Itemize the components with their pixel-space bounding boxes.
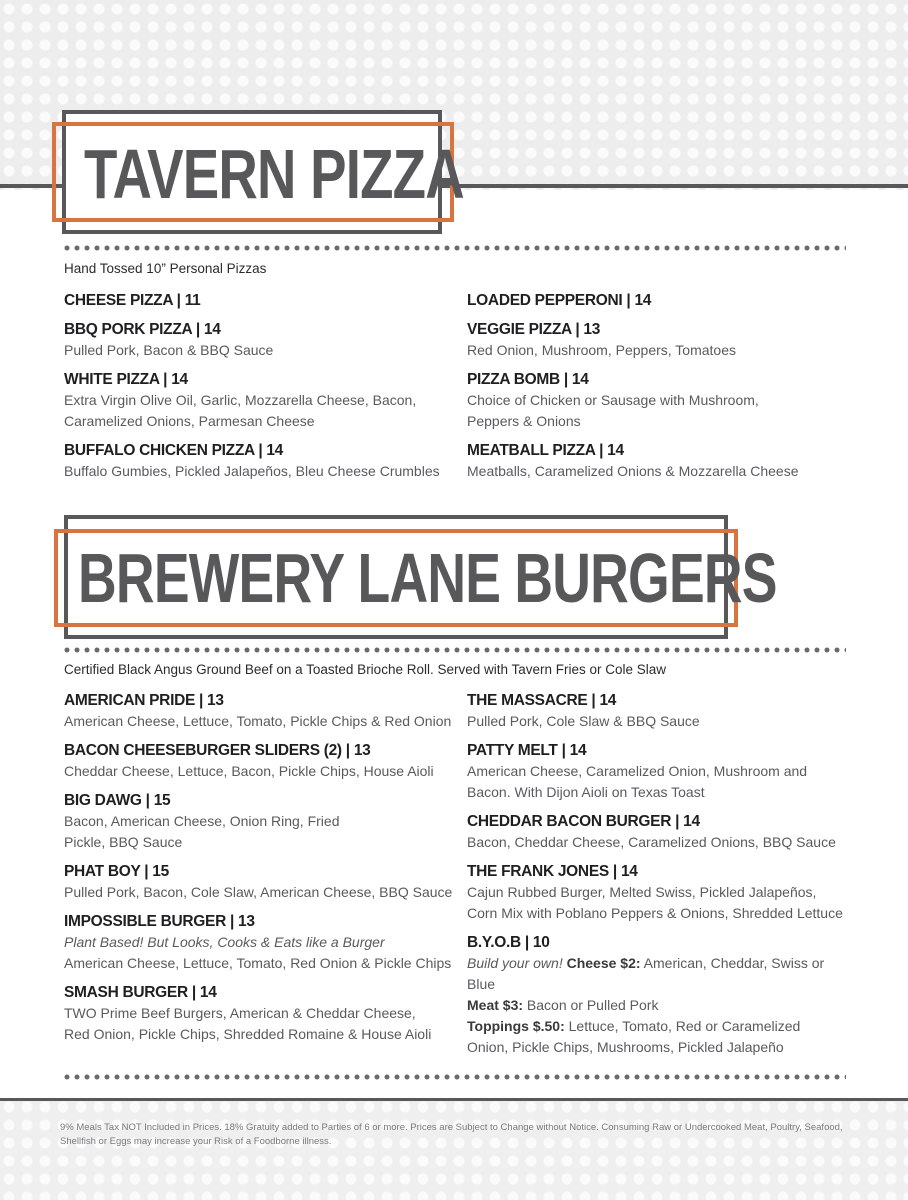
- pizza-section-title: TAVERN PIZZA: [84, 135, 464, 213]
- byob-meat-line: [467, 995, 847, 1016]
- item-description: Cheddar Cheese, Lettuce, Bacon, Pickle Chips, House Aioli: [64, 763, 434, 779]
- menu-item: [467, 862, 847, 924]
- bottom-dotted-separator: [62, 1074, 846, 1080]
- byob-cheese-line: [467, 953, 847, 995]
- menu-item: [467, 370, 847, 432]
- item-description: Buffalo Gumbies, Pickled Jalapeños, Bleu Cheese Crumbles: [64, 463, 440, 479]
- menu-item: [467, 320, 847, 361]
- item-description: Cajun Rubbed Burger, Melted Swiss, Pickled Jalapeños, Corn Mix with Poblano Peppers & Onions, Shredded Lettuce: [467, 884, 843, 921]
- item-description: Meatballs, Caramelized Onions & Mozzarella Cheese: [467, 463, 799, 479]
- menu-item: [64, 691, 454, 732]
- item-name: AMERICAN PRIDE | 13: [64, 692, 224, 709]
- item-description: Choice of Chicken or Sausage with Mushroom, Peppers & Onions: [467, 392, 759, 429]
- item-description: Pulled Pork, Bacon, Cole Slaw, American Cheese, BBQ Sauce: [64, 884, 453, 900]
- item-name: CHEESE PIZZA | 11: [64, 292, 201, 309]
- menu-item: [467, 291, 847, 311]
- bottom-divider-bar: [0, 1098, 908, 1101]
- byob-meat-label: Meat $3:: [467, 997, 524, 1013]
- menu-item-byob: [467, 933, 847, 1058]
- pizza-dotted-separator: [62, 245, 846, 251]
- item-description: Bacon, American Cheese, Onion Ring, Fried Pickle, BBQ Sauce: [64, 813, 340, 850]
- item-name: THE MASSACRE | 14: [467, 692, 617, 709]
- pizza-right-column: [467, 291, 847, 491]
- item-description: Red Onion, Mushroom, Peppers, Tomatoes: [467, 342, 736, 358]
- item-name: BBQ PORK PIZZA | 14: [64, 321, 221, 338]
- item-name: PHAT BOY | 15: [64, 863, 169, 880]
- pizza-left-column: [64, 291, 454, 491]
- item-name: VEGGIE PIZZA | 13: [467, 321, 601, 338]
- item-description: Pulled Pork, Bacon & BBQ Sauce: [64, 342, 274, 358]
- burger-left-column: [64, 691, 454, 1054]
- item-name: BACON CHEESEBURGER SLIDERS (2) | 13: [64, 742, 371, 759]
- item-description: Pulled Pork, Cole Slaw & BBQ Sauce: [467, 713, 700, 729]
- menu-item: [64, 320, 454, 361]
- menu-item: [64, 441, 454, 482]
- item-description: American Cheese, Lettuce, Tomato, Pickle Chips & Red Onion: [64, 713, 452, 729]
- byob-tagline: Build your own!: [467, 955, 563, 971]
- item-name: BUFFALO CHICKEN PIZZA | 14: [64, 442, 284, 459]
- byob-toppings-options: Lettuce, Tomato, Red or Caramelized Onion, Pickle Chips, Mushrooms, Pickled Jalapeño: [467, 1018, 801, 1055]
- footer-disclaimer: 9% Meals Tax NOT Included in Prices. 18% Gratuity added to Parties of 6 or more. Prices are Subject to Change without Notice. Consuming Raw or Undercooked Meat, Poultry, Seafood, Shellfish or Eggs may increase your Risk of a Foodborne illness.: [60, 1122, 843, 1147]
- item-description: Extra Virgin Olive Oil, Garlic, Mozzarella Cheese, Bacon, Caramelized Onions, Parmesan Cheese: [64, 392, 417, 429]
- item-name: WHITE PIZZA | 14: [64, 371, 188, 388]
- item-name: MEATBALL PIZZA | 14: [467, 442, 624, 459]
- item-name: IMPOSSIBLE BURGER | 13: [64, 913, 255, 930]
- menu-item: [64, 791, 454, 853]
- menu-item: [467, 741, 847, 803]
- item-name: PATTY MELT | 14: [467, 742, 587, 759]
- item-description: Bacon, Cheddar Cheese, Caramelized Onions, BBQ Sauce: [467, 834, 836, 850]
- menu-item: [64, 983, 454, 1045]
- bottom-dot-pattern: [0, 1098, 908, 1200]
- item-name: SMASH BURGER | 14: [64, 984, 217, 1001]
- burger-section-title: BREWERY LANE BURGERS: [78, 539, 777, 617]
- menu-item: [467, 691, 847, 732]
- burger-dotted-separator: [62, 647, 846, 653]
- byob-cheese-label: Cheese $2:: [566, 955, 641, 971]
- item-name: THE FRANK JONES | 14: [467, 863, 638, 880]
- menu-item: [467, 812, 847, 853]
- menu-item: [64, 862, 454, 903]
- byob-meat-options: Bacon or Pulled Pork: [526, 997, 659, 1013]
- item-name: B.Y.O.B | 10: [467, 934, 550, 951]
- menu-item: [467, 441, 847, 482]
- item-name: CHEDDAR BACON BURGER | 14: [467, 813, 700, 830]
- byob-cheese-options: American, Cheddar, Swiss or Blue: [467, 955, 825, 992]
- menu-item: [64, 741, 454, 782]
- item-description: American Cheese, Lettuce, Tomato, Red Onion & Pickle Chips: [64, 955, 452, 971]
- item-description-italic: [64, 932, 454, 953]
- byob-toppings-label: Toppings $.50:: [467, 1018, 565, 1034]
- item-tagline: Plant Based! But Looks, Cooks & Eats like a Burger: [64, 934, 385, 950]
- menu-item: [64, 370, 454, 432]
- pizza-intro: Hand Tossed 10” Personal Pizzas: [64, 261, 267, 276]
- item-name: BIG DAWG | 15: [64, 792, 171, 809]
- burger-intro: Certified Black Angus Ground Beef on a Toasted Brioche Roll. Served with Tavern Fries or Cole Slaw: [64, 662, 667, 677]
- item-description: American Cheese, Caramelized Onion, Mushroom and Bacon. With Dijon Aioli on Texas Toast: [467, 763, 808, 800]
- byob-toppings-line: [467, 1016, 845, 1058]
- burger-right-column: [467, 691, 847, 1067]
- item-name: LOADED PEPPERONI | 14: [467, 292, 652, 309]
- item-name: PIZZA BOMB | 14: [467, 371, 589, 388]
- item-description: TWO Prime Beef Burgers, American & Cheddar Cheese, Red Onion, Pickle Chips, Shredded Romaine & House Aioli: [64, 1005, 432, 1042]
- menu-item: [64, 912, 454, 974]
- menu-item: [64, 291, 454, 311]
